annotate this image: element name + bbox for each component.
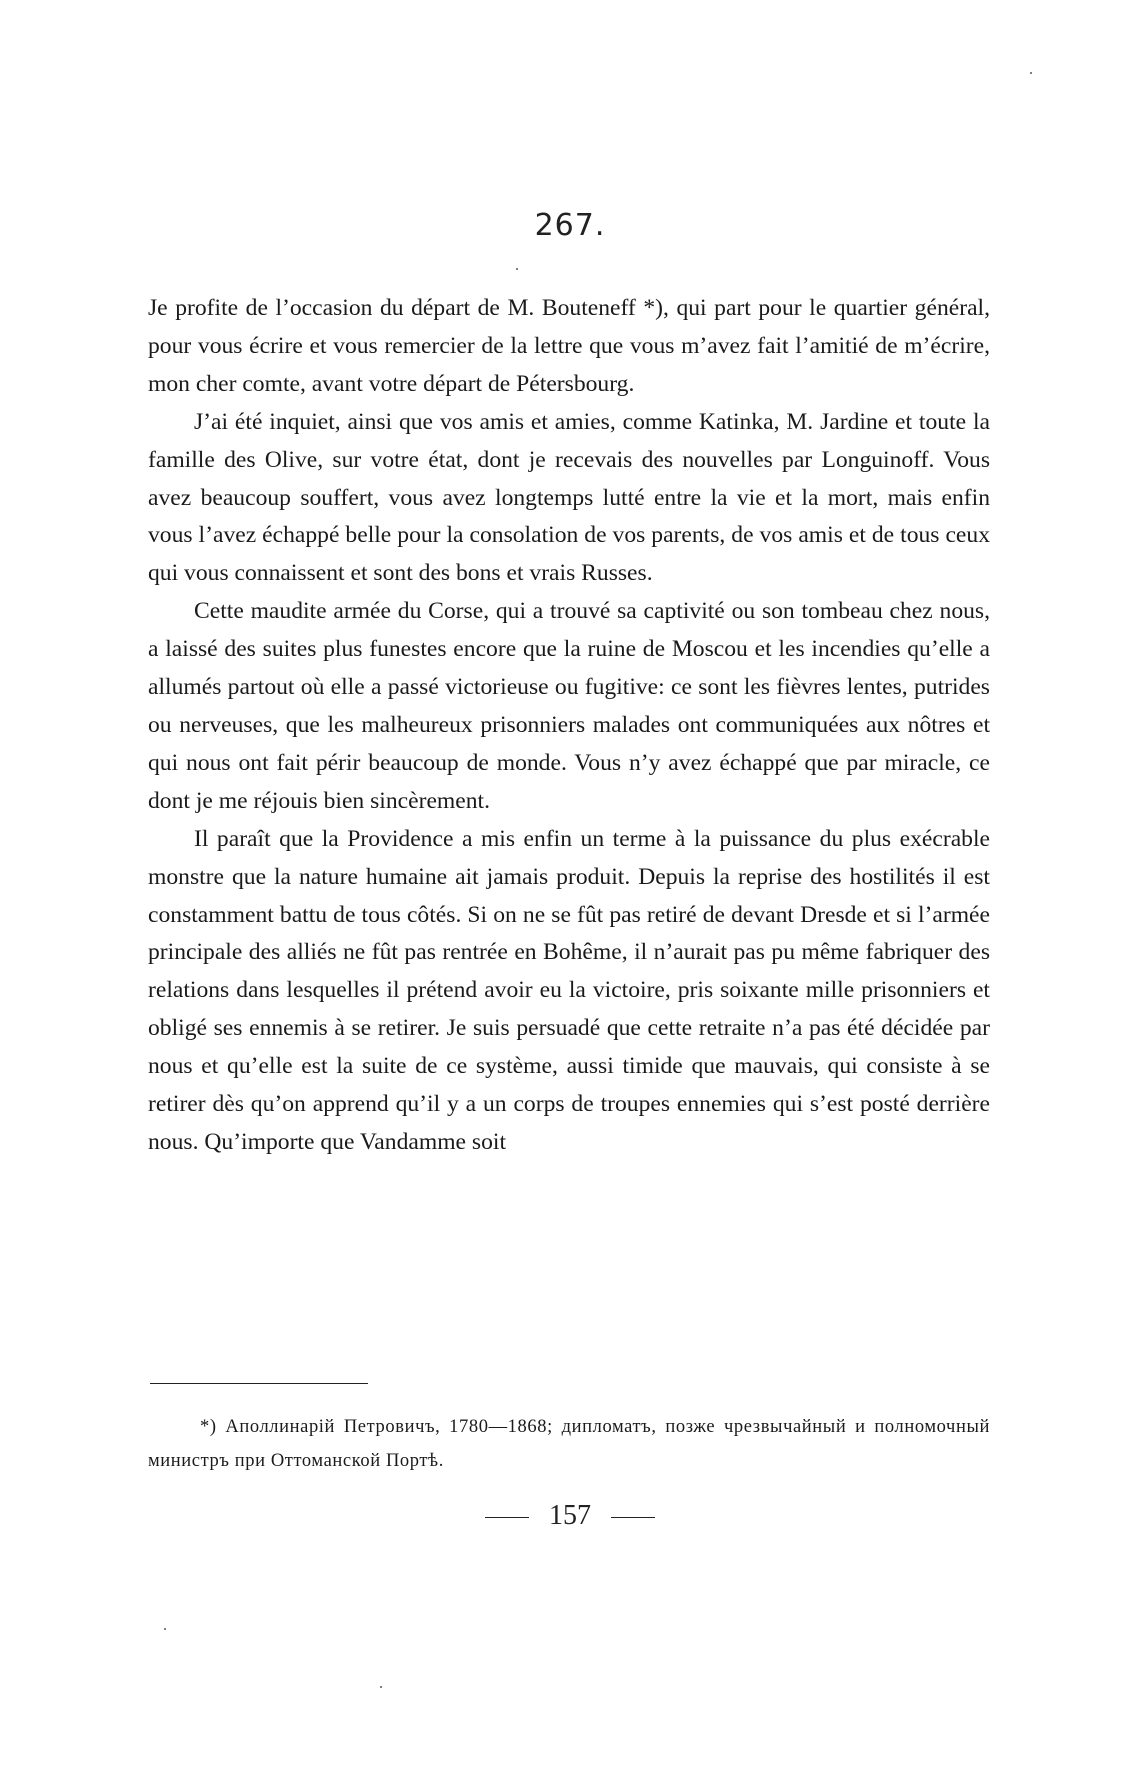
letter-body [148,290,990,1162]
scan-speck [516,268,518,270]
paragraph: Je profite de l’occasion du départ de M. Bouteneff *), qui part pour le quartier général, pour vous écrire et vous remercier de la lettre que vous m’avez fait l’amitié de m’écrire, mon cher comte, avant votre départ de Pétersbourg. [148,295,990,397]
footer-dash-right [611,1517,655,1519]
scan-speck [1030,72,1032,74]
paragraph: J’ai été inquiet, ainsi que vos amis et amies, comme Katinka, M. Jardine et toute la famille des Olive, sur votre état, dont je recevais des nouvelles par Longuinoff. Vous avez beaucoup souffert, vous avez longtemps lutté entre la vie et la mort, mais enfin vous l’avez échappé belle pour la consolation de vos parents, de vos amis et de tous ceux qui vous connaissent et sont des bons et vrais Russes. [148,408,990,587]
footnote-text: *) Аполлинарій Петровичъ, 1780—1868; дипломатъ, позже чрезвычайный и полномочный министръ при Оттоманской Портѣ. [148,1417,990,1471]
footnote [148,1410,990,1478]
letter-number: 267. [534,208,606,243]
page-footer [0,1500,1140,1532]
paragraph: Cette maudite armée du Corse, qui a trouvé sa captivité ou son tombeau chez nous, a laissé des suites plus funestes encore que la ruine de Moscou et les incendies qu’elle a allumés partout où elle a passé victorieuse ou fugitive: ce sont les fièvres lentes, putrides ou nerveuses, que les malheureux prisonniers malades ont communiquées aux nôtres et qui nous ont fait périr beaucoup de monde. Vous n’y avez échappé que par miracle, ce dont je me réjouis bien sincèrement. [148,598,990,814]
footnote-divider [150,1383,368,1384]
page-number: 157 [549,1500,591,1531]
paragraph: Il paraît que la Providence a mis enfin un terme à la puissance du plus exécrable monstre que la nature humaine ait jamais produit. Depuis la reprise des hostilités il est constamment battu de tous côtés. Si on ne se fût pas retiré de devant Dresde et si l’armée principale des alliés ne fût pas rentrée en Bohême, il n’aurait pas pu même fabriquer des relations dans lesquelles il prétend avoir eu la victoire, pris soixante mille prisonniers et obligé ses ennemis à se retirer. Je suis persuadé que cette retraite n’a pas été décidée par nous et qu’elle est la suite de ce système, aussi timide que mauvais, qui consiste à se retirer dès qu’on apprend qu’il y a un corps de troupes ennemies qui s’est posté derrière nous. Qu’importe que Vandamme soit [148,825,990,1155]
footer-dash-left [485,1517,529,1519]
scan-speck [164,1628,166,1630]
scan-speck [380,1686,382,1688]
